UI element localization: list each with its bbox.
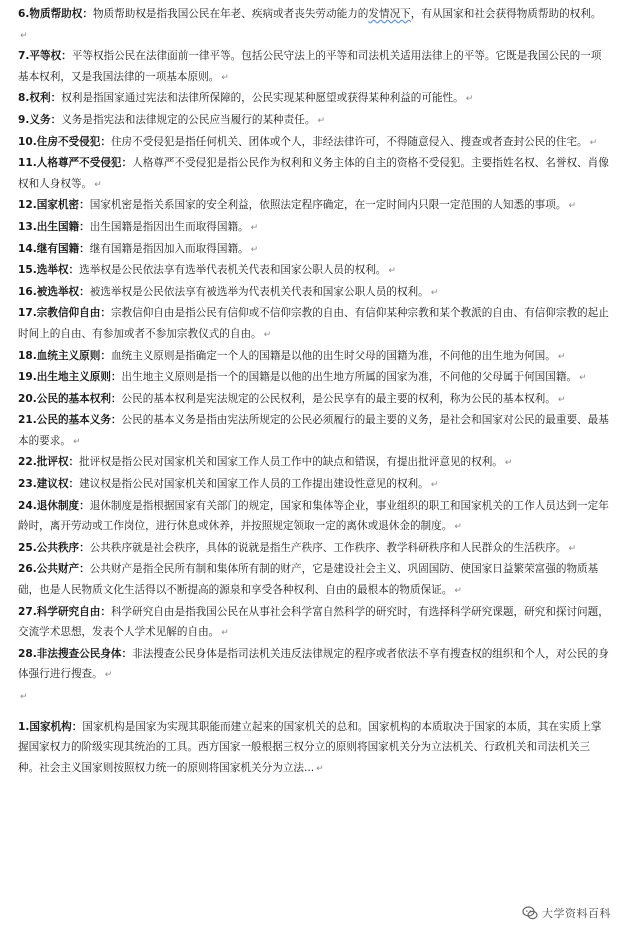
definition-entry	[18, 239, 609, 261]
definition-text: 人格尊严不受侵犯是指公民作为权利和义务主体的自主的资格不受侵犯。主要指姓名权、名誉权、肖像权和人身权等。	[18, 157, 609, 190]
definition-term: 17.宗教信仰自由：	[18, 307, 111, 320]
definition-text: 权利是指国家通过宪法和法律所保障的，公民实现某种愿望或获得某种利益的可能性。	[61, 92, 464, 105]
paragraph-mark: ↵	[221, 628, 229, 639]
definition-text: 住房不受侵犯是指任何机关、团体或个人，非经法律许可，不得随意侵入、搜查或者查封公民的住宅。	[110, 135, 588, 148]
watermark	[520, 905, 613, 921]
paragraph-mark: ↵	[454, 586, 462, 597]
definition-term: 16.被选举权：	[18, 285, 90, 298]
definition-text: 公共财产是指全民所有制和集体所有制的财产，它是建设社会主义、巩固国防、使国家日益繁荣富强的物质基础，也是人民物质文化生活得以不断提高的源泉和享受各种权利、自由的最根本的物质保证。	[18, 563, 599, 597]
definition-entry	[18, 496, 609, 538]
definition-text: 血统主义原则是指确定一个人的国籍是以他的出生时父母的国籍为准，不问他的出生地为何国。	[110, 349, 556, 362]
paragraph-mark: ↵	[388, 266, 396, 277]
definition-entry	[18, 260, 609, 282]
definition-term: 24.退休制度：	[18, 499, 90, 512]
definition-term: 21.公民的基本义务：	[18, 414, 122, 427]
definition-text: 公民的基本义务是指由宪法所规定的公民必须履行的最主要的义务，是社会和国家对公民的最重要、最基本的要求。	[18, 414, 609, 447]
definition-entry	[18, 110, 609, 132]
definition-term: 18.血统主义原则：	[18, 349, 111, 362]
definition-entry	[18, 389, 609, 411]
definition-entry	[18, 303, 609, 345]
paragraph-mark: ↵	[568, 201, 577, 212]
definition-list	[18, 4, 609, 686]
definition-term: 6.物质帮助权：	[18, 8, 93, 20]
definition-term: 25.公共秩序：	[18, 541, 90, 554]
paragraph-mark: ↵	[104, 670, 113, 681]
paragraph-mark: ↵	[454, 522, 462, 533]
definition-entry	[18, 195, 609, 217]
definition-text: 建议权是指公民对国家机关和国家工作人员的工作提出建设性意见的权利。	[79, 478, 429, 491]
paragraph-mark: ↵	[72, 436, 81, 447]
paragraph-mark: ↵	[316, 763, 324, 774]
definition-entry	[18, 410, 609, 452]
definition-text: 公民的基本权利是宪法规定的公民权利，是公民享有的最主要的权利，称为公民的基本权利。	[121, 392, 556, 405]
definition-entry	[18, 538, 609, 560]
definition-term: 8.权利：	[18, 92, 62, 105]
definition-term: 27.科学研究自由：	[18, 605, 111, 618]
definition-entry	[18, 452, 609, 474]
definition-term: 12.国家机密：	[18, 199, 90, 212]
definition-entry	[18, 46, 609, 88]
definition-text: 批评权是指公民对国家机关和国家工作人员工作中的缺点和错误，有提出批评意见的权利。	[79, 456, 503, 469]
blank-line	[18, 686, 609, 707]
paragraph-mark: ↵	[94, 179, 102, 190]
definition-entry	[18, 346, 609, 368]
paragraph-mark: ↵	[589, 137, 598, 148]
paragraph-mark: ↵	[221, 72, 229, 83]
definition-text: 被选举权是公民依法享有被选举为代表机关代表和国家公职人员的权利。	[89, 285, 429, 298]
definition-term: 19.出生地主义原则：	[18, 371, 122, 384]
spellcheck-underlined-text: 发情况下	[368, 8, 411, 20]
definition-text: 义务是指宪法和法律规定的公民应当履行的某种责任。	[61, 113, 316, 126]
definition-text: 选举权是公民依法享有选举代表机关代表和国家公职人员的权利。	[79, 264, 387, 277]
definition-term: 22.批评权：	[18, 456, 80, 469]
definition-term: 15.选举权：	[18, 264, 80, 277]
definition-text: 科学研究自由是指我国公民在从事社会科学富自然科学的研究时，有选择科学研究课题，研究和探讨问题，交流学术思想，发表个人学术见解的自由。	[18, 605, 609, 639]
definition-entry	[18, 644, 609, 686]
definition-term: 9.义务：	[18, 113, 62, 126]
paragraph-mark: ↵	[557, 394, 566, 405]
definition-term: 14.继有国籍：	[18, 242, 90, 255]
definition-term: 10.住房不受侵犯：	[18, 135, 111, 148]
paragraph-mark: ↵	[250, 244, 259, 255]
paragraph-mark: ↵	[504, 458, 513, 469]
definition-term: 7.平等权：	[18, 50, 72, 63]
definition-entry	[18, 88, 609, 110]
paragraph-mark: ↵	[263, 329, 272, 340]
definition-list-section-2	[18, 717, 609, 780]
definition-entry	[18, 602, 609, 644]
paragraph-mark: ↵	[317, 115, 325, 126]
definition-entry	[18, 559, 609, 601]
definition-term: 1.国家机构：	[18, 720, 83, 733]
definition-text: 物质帮助权是指我国公民在年老、疾病或者丧失劳动能力的	[92, 8, 369, 20]
section-gap	[18, 707, 609, 717]
paragraph-mark: ↵	[579, 373, 587, 384]
definition-term: 13.出生国籍：	[18, 220, 90, 233]
definition-entry	[18, 132, 609, 154]
definition-entry	[18, 4, 609, 46]
definition-text: 平等权指公民在法律面前一律平等。包括公民守法上的平等和司法机关适用法律上的平等。它既是我国公民的一项基本权利，又是我国法律的一项基本原则。	[18, 50, 602, 83]
definition-text-rest: ，有从国家和社会获得物质帮助的权利。	[410, 8, 602, 20]
paragraph-mark: ↵	[568, 543, 577, 554]
definition-text: 退休制度是指根据国家有关部门的规定，国家和集体等企业，事业组织的职工和国家机关的工作人员达到一定年龄时，离开劳动或工作岗位，进行休息或休养，并按照规定领取一定的离休或退休金的制度。	[18, 499, 609, 533]
definition-entry	[18, 217, 609, 239]
definition-text: 国家机密是指关系国家的安全利益，依照法定程序确定，在一定时间内只限一定范围的人知悉的事项。	[89, 199, 567, 212]
paragraph-mark: ↵	[250, 222, 259, 233]
definition-entry	[18, 282, 609, 304]
paragraph-mark: ↵	[557, 351, 566, 362]
definition-text: 公共秩序就是社会秩序，具体的说就是指生产秩序、工作秩序、教学科研秩序和人民群众的生活秩序。	[89, 541, 567, 554]
paragraph-mark: ↵	[20, 30, 28, 41]
definition-term: 28.非法搜查公民身体：	[18, 647, 133, 660]
definition-term: 20.公民的基本权利：	[18, 392, 122, 405]
paragraph-mark: ↵	[430, 480, 439, 491]
wechat-icon	[522, 905, 538, 921]
watermark-text: 大学资料百科	[542, 907, 611, 920]
paragraph-mark: ↵	[430, 287, 439, 298]
definition-term: 23.建议权：	[18, 478, 80, 491]
definition-entry	[18, 367, 609, 389]
paragraph-mark: ↵	[20, 692, 28, 702]
definition-text: 出生地主义原则是指一个的国籍是以他的出生地方所属的国家为准，不问他的父母属于何国国籍。	[121, 371, 578, 384]
definition-text: 宗教信仰自由是指公民有信仰或不信仰宗教的自由、有信仰某种宗教和某个教派的自由、有信仰宗教的起止时间上的自由、有参加或者不参加宗教仪式的自由。	[18, 307, 609, 340]
definition-text: 继有国籍是指因加入而取得国籍。	[89, 242, 249, 255]
definition-text: 国家机构是国家为实现其职能而建立起来的国家机关的总和。国家机构的本质取决于国家的本质，其在实质上掌握国家权力的阶级实现其统治的工具。西方国家一般根据三权分立的原则将国家机关分为立法机关、行政机关和司法机关三种。社会主义国家则按照权力统一的原则将国家机关分为立法...	[18, 720, 602, 774]
definition-term: 26.公共财产：	[18, 563, 90, 576]
definition-entry	[18, 717, 609, 780]
definition-text: 出生国籍是指因出生而取得国籍。	[89, 220, 249, 233]
definition-text: 非法搜查公民身体是指司法机关违反法律规定的程序或者依法不享有搜查权的组织和个人，对公民的身体强行进行搜查。	[18, 647, 609, 681]
definition-term: 11.人格尊严不受侵犯：	[18, 157, 133, 170]
definition-entry	[18, 153, 609, 195]
definition-entry	[18, 474, 609, 496]
paragraph-mark: ↵	[465, 94, 474, 105]
